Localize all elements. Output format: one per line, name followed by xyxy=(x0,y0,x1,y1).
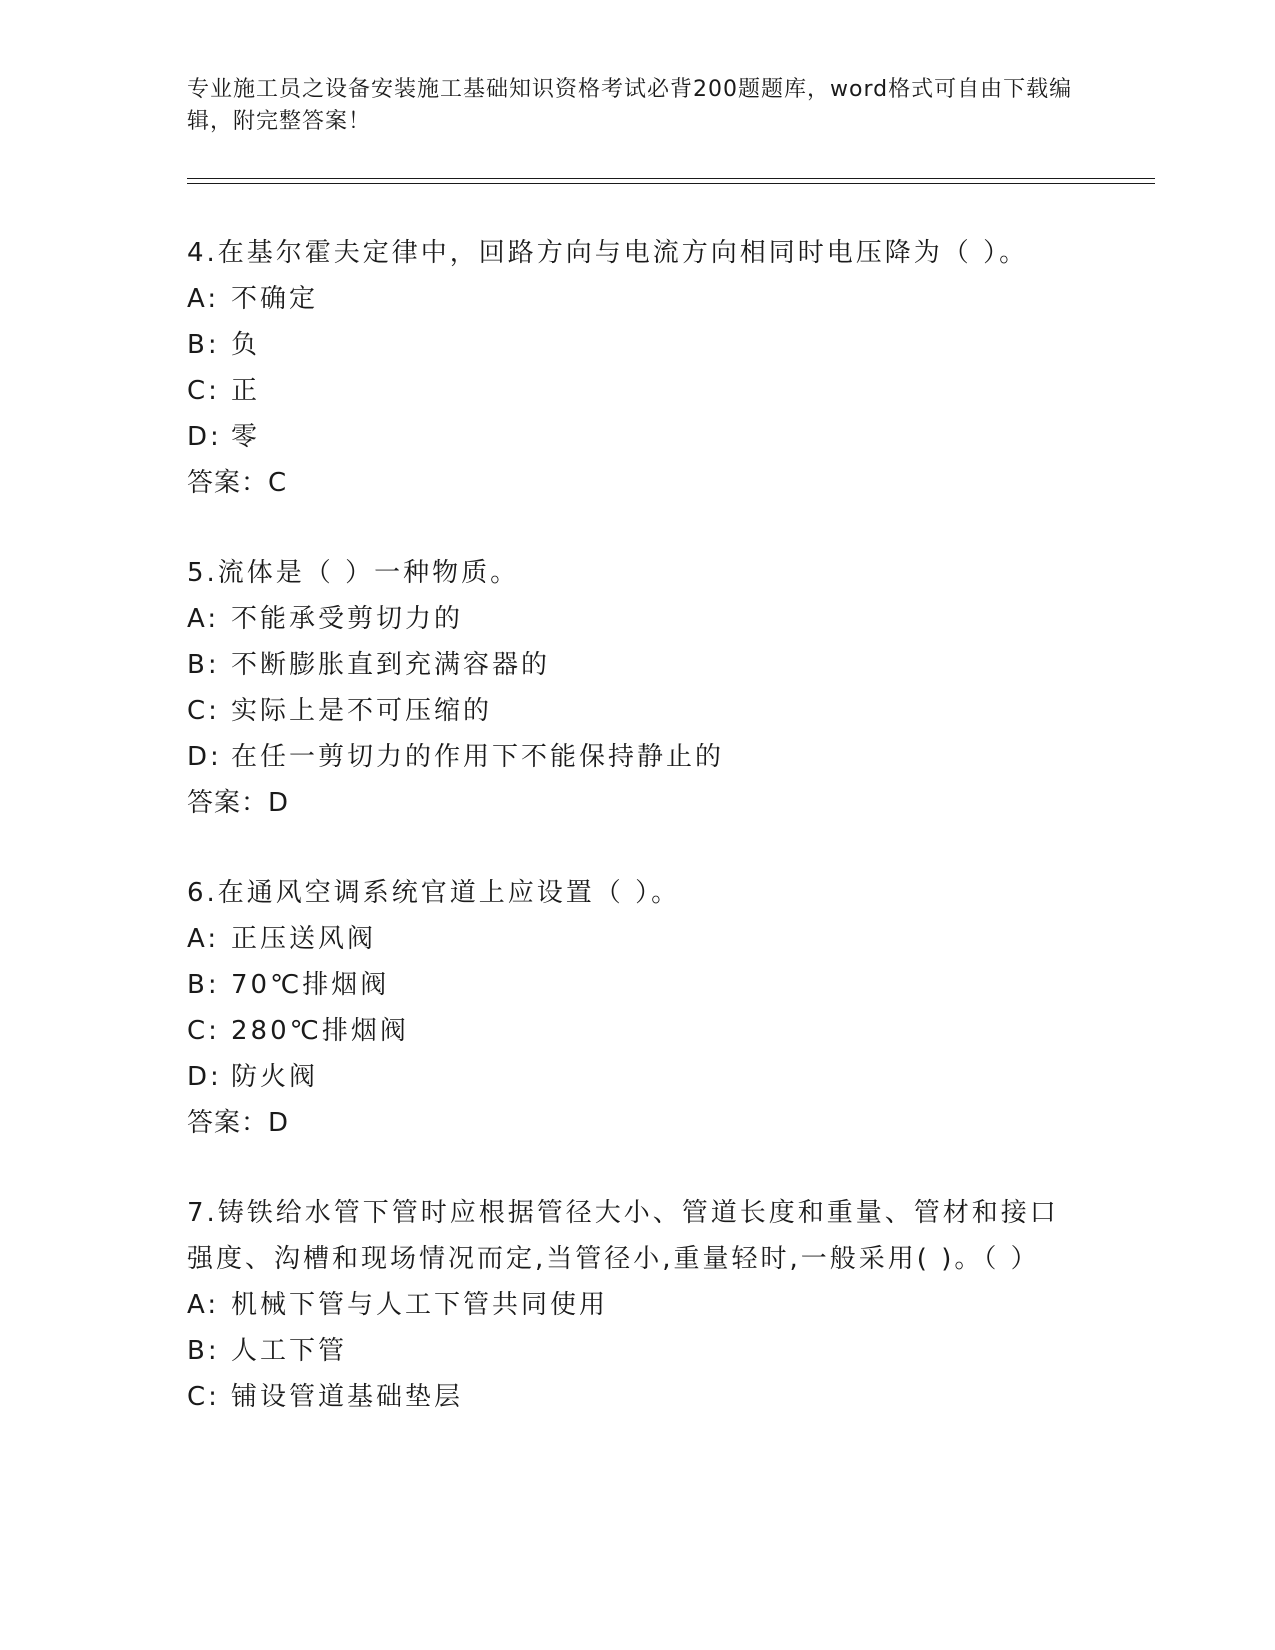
question-option-c xyxy=(187,1008,1087,1054)
question-title: 7.铸铁给水管下管时应根据管径大小、管道长度和重量、管材和接口强度、沟槽和现场情况而定,当管径小,重量轻时,一般采用( )。（ ） xyxy=(187,1198,1059,1274)
header-divider-bottom xyxy=(187,183,1155,184)
question-option-c xyxy=(187,1374,1087,1420)
option-text: 负 xyxy=(231,330,261,360)
option-letter: C: xyxy=(187,1016,220,1046)
question-4 xyxy=(187,230,1087,506)
option-text: 正 xyxy=(231,376,261,406)
question-option-b xyxy=(187,1328,1087,1374)
option-letter: B: xyxy=(187,650,220,680)
option-text: 不确定 xyxy=(231,284,319,314)
option-text: 正压送风阀 xyxy=(231,924,377,954)
option-letter: B: xyxy=(187,1336,220,1366)
question-answer: 答案：D xyxy=(187,788,290,818)
question-option-d xyxy=(187,734,1087,780)
option-text: 机械下管与人工下管共同使用 xyxy=(231,1290,609,1320)
document-header: 专业施工员之设备安装施工基础知识资格考试必背200题题库，word格式可自由下载编辑，附完整答案！ xyxy=(187,77,1073,134)
question-6 xyxy=(187,870,1087,1146)
question-option-c xyxy=(187,688,1087,734)
question-option-a xyxy=(187,276,1087,322)
question-option-b xyxy=(187,642,1087,688)
option-text: 不断膨胀直到充满容器的 xyxy=(231,650,551,680)
question-answer: 答案：C xyxy=(187,468,288,498)
option-text: 不能承受剪切力的 xyxy=(231,604,464,634)
question-title: 6.在通风空调系统官道上应设置（ ）。 xyxy=(187,878,681,908)
question-option-a xyxy=(187,596,1087,642)
question-option-b xyxy=(187,962,1087,1008)
option-letter: C: xyxy=(187,1382,220,1412)
option-letter: A: xyxy=(187,604,220,634)
question-option-d xyxy=(187,1054,1087,1100)
option-text: 铺设管道基础垫层 xyxy=(231,1382,464,1412)
option-letter: D: xyxy=(187,1062,222,1092)
option-letter: D: xyxy=(187,742,222,772)
header-divider-top xyxy=(187,178,1155,179)
option-text: 零 xyxy=(231,422,261,452)
option-text: 防火阀 xyxy=(231,1062,319,1092)
option-letter: C: xyxy=(187,696,220,726)
option-letter: A: xyxy=(187,924,220,954)
option-text: 在任一剪切力的作用下不能保持静止的 xyxy=(231,742,725,772)
option-text: 280℃排烟阀 xyxy=(231,1016,409,1046)
option-letter: A: xyxy=(187,1290,220,1320)
question-option-d xyxy=(187,414,1087,460)
option-letter: B: xyxy=(187,970,220,1000)
question-title: 4.在基尔霍夫定律中，回路方向与电流方向相同时电压降为（ ）。 xyxy=(187,238,1029,268)
option-text: 人工下管 xyxy=(231,1336,348,1366)
question-title: 5.流体是（ ）一种物质。 xyxy=(187,558,520,588)
option-text: 70℃排烟阀 xyxy=(231,970,390,1000)
option-text: 实际上是不可压缩的 xyxy=(231,696,493,726)
question-option-c xyxy=(187,368,1087,414)
question-option-a xyxy=(187,1282,1087,1328)
question-7 xyxy=(187,1190,1087,1420)
option-letter: B: xyxy=(187,330,220,360)
question-option-b xyxy=(187,322,1087,368)
question-5 xyxy=(187,550,1087,826)
option-letter: C: xyxy=(187,376,220,406)
question-option-a xyxy=(187,916,1087,962)
option-letter: A: xyxy=(187,284,220,314)
option-letter: D: xyxy=(187,422,222,452)
question-answer: 答案：D xyxy=(187,1108,290,1138)
